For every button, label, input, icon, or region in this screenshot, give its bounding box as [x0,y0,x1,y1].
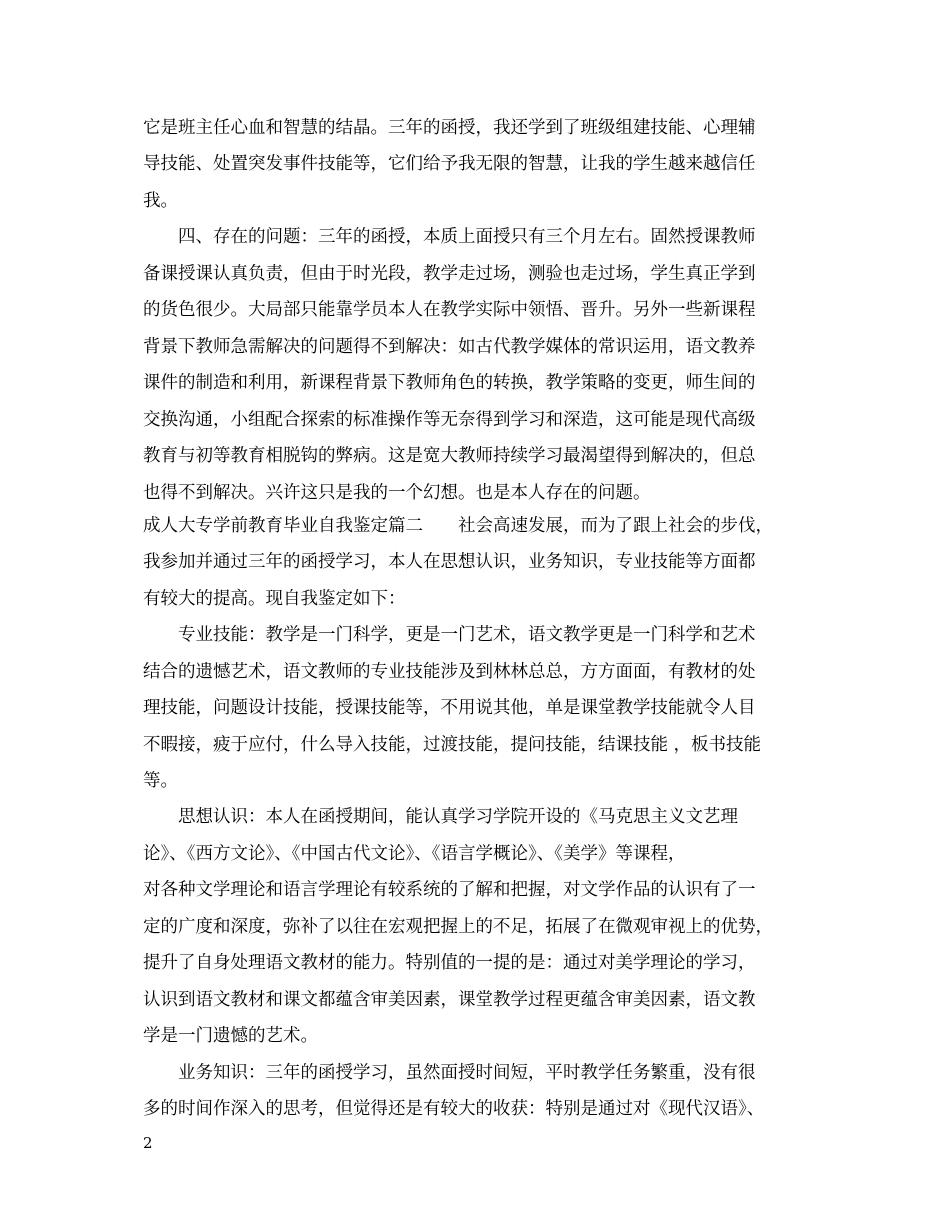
text-line: 我参加并通过三年的函授学习，本人在思想认识，业务知识，专业技能等方面都 [143,552,756,572]
text-line: 等。 [143,771,178,791]
section-heading-line: 成人大专学前教育毕业自我鉴定篇二 社会高速发展，而为了跟上社会的步伐， [143,516,773,536]
text-line: 不暇接，疲于应付，什么导入技能，过渡技能，提问技能，结课技能 ，板书技能 [143,735,762,755]
text-line: 的货色很少。大局部只能靠学员本人在教学实际中领悟、晋升。另外一些新课程 [143,300,756,320]
paragraph-start: 专业技能：教学是一门科学，更是一门艺术，语文教学更是一门科学和艺术 [178,625,756,645]
text-line: 多的时间作深入的思考，但觉得还是有较大的收获：特别是通过对《现代汉语》、 [143,1099,765,1119]
text-line: 也得不到解决。兴许这只是我的一个幻想。也是本人存在的问题。 [143,483,651,503]
text-line: 导技能、处置突发事件技能等，它们给予我无限的智慧，让我的学生越来越信任 [143,154,756,174]
text-line: 认识到语文教材和课文都蕴含审美因素，课堂教学过程更蕴含审美因素，语文教 [143,990,756,1010]
page-number: 2 [143,1134,153,1152]
text-line: 学是一门遗憾的艺术。 [143,1026,318,1046]
text-line: 我。 [143,191,178,211]
text-line: 理技能，问题设计技能，授课技能等，不用说其他，单是课堂教学技能就令人目 [143,698,756,718]
text-line: 有较大的提高。现自我鉴定如下： [143,589,406,609]
paragraph-start: 业务知识：三年的函授学习，虽然面授时间短，平时教学任务繁重，没有很 [178,1063,756,1083]
text-line: 课件的制造和利用，新课程背景下教师角色的转换，教学策略的变更，师生间的 [143,373,756,393]
text-line: 结合的遗憾艺术，语文教师的专业技能涉及到林林总总，方方面面，有教材的处 [143,662,756,682]
paragraph-start: 思想认识：本人在函授期间，能认真学习学院开设的《马克思主义文艺理 [178,807,738,827]
text-line: 教育与初等教育相脱钩的弊病。这是宽大教师持续学习最渴望得到解决的，但总 [143,446,756,466]
text-line: 备课授课认真负责，但由于时光段，教学走过场，测验也走过场，学生真正学到 [143,264,756,284]
paragraph-start: 四、存在的问题：三年的函授，本质上面授只有三个月左右。固然授课教师 [178,227,756,247]
text-line: 定的广度和深度，弥补了以往在宏观把握上的不足，拓展了在微观审视上的优势， [143,917,773,937]
text-line: 提升了自身处理语文教材的能力。特别值的一提的是：通过对美学理论的学习， [143,953,756,973]
text-line: 交换沟通，小组配合探索的标准操作等无奈得到学习和深造，这可能是现代高级 [143,410,756,430]
text-line: 它是班主任心血和智慧的结晶。三年的函授，我还学到了班级组建技能、心理辅 [143,118,756,138]
text-line: 对各种文学理论和语言学理论有较系统的了解和把握，对文学作品的认识有了一 [143,880,756,900]
text-line: 背景下教师急需解决的问题得不到解决：如古代教学媒体的常识运用，语文教养 [143,337,756,357]
text-line: 论》、《西方文论》、《中国古代文论》、《语言学概论》、《美学》等课程， [143,844,686,864]
